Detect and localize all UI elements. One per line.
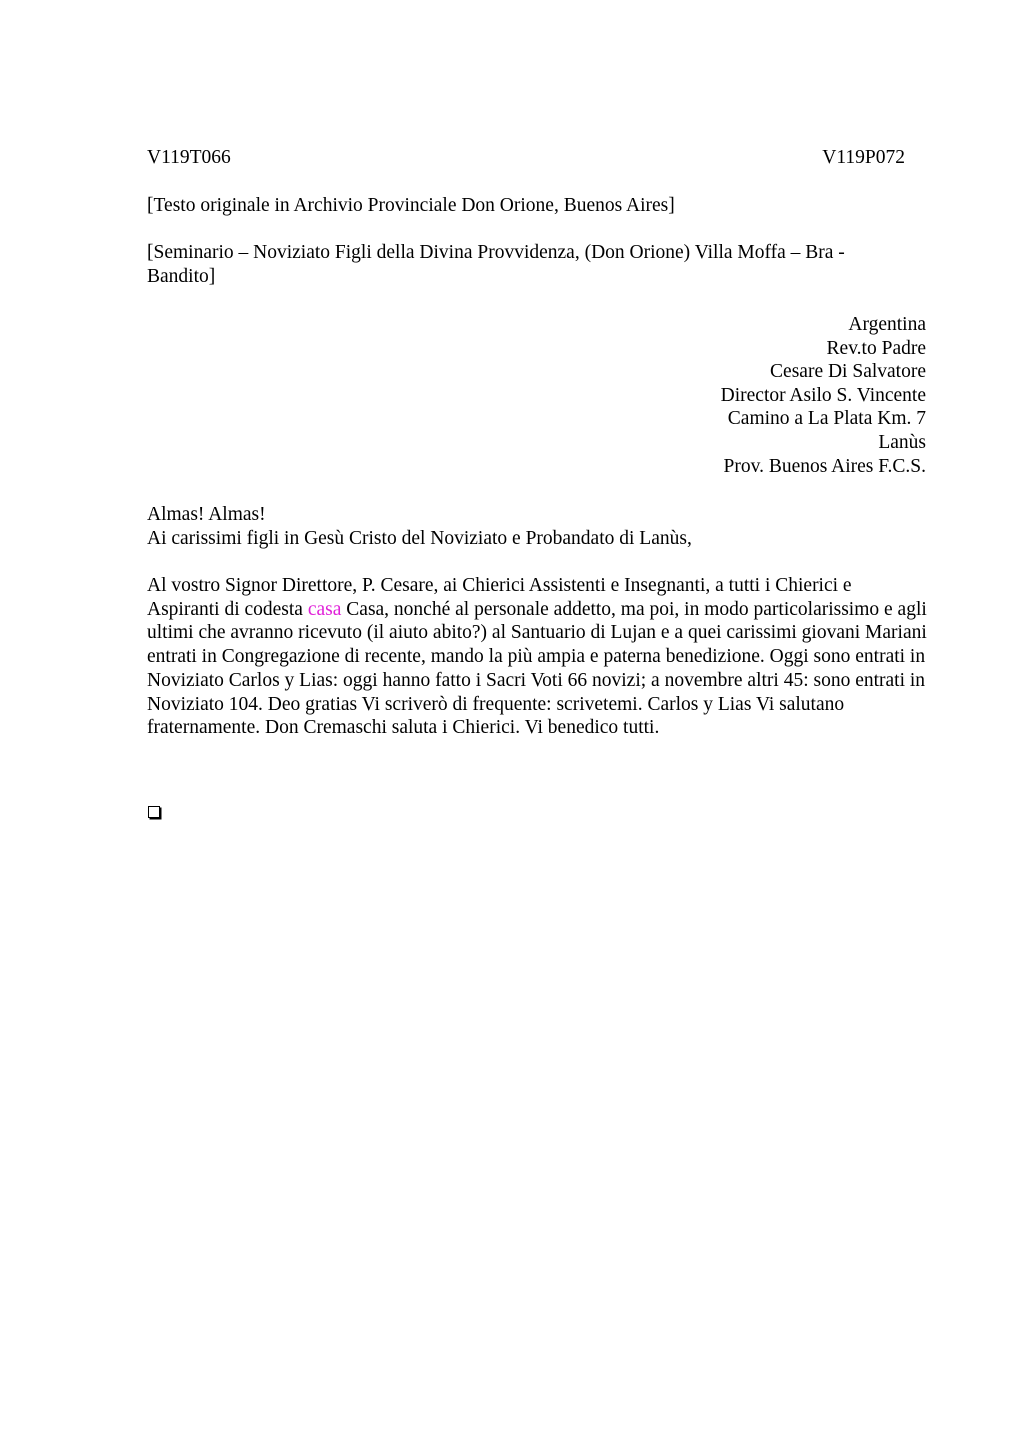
letter-body: [147, 574, 927, 740]
archive-note: [Testo originale in Archivio Provinciale Don Orione, Buenos Aires]: [147, 195, 675, 216]
letter-body-rest: Casa, nonché al personale addetto, ma poi, in modo particolarissimo e agli ultimi che avranno ricevuto (il aiuto abito?) al Santuario di Lujan e a quei carissimi giovani Mariani entrati in Congregazione di recente, mando la più ampia e paterna benedizione. Oggi sono entrati in Noviziato Carlos y Lias: oggi hanno fatto i Sacri Voti 66 novizi; a novembre altri 45: sono entrati in Noviziato 104. Deo gratias Vi scriverò di frequente: scrivetemi. Carlos y Lias Vi salutano fraternamente. Don Cremaschi saluta i Chierici. Vi benedico tutti.: [147, 598, 927, 739]
address-title: Rev.to Padre: [826, 337, 926, 359]
highlighted-word: casa: [307, 598, 342, 620]
address-country: Argentina: [848, 314, 926, 335]
address-province: Prov. Buenos Aires F.C.S.: [723, 455, 926, 477]
salutation-greeting: Ai carissimi figli in Gesù Cristo del Noviziato e Probandato di Lanùs,: [147, 527, 692, 549]
address-recipient: Cesare Di Salvatore: [770, 361, 926, 383]
address-block: [721, 313, 926, 478]
address-city: Lanùs: [878, 431, 926, 453]
checkbox-glyph: [148, 806, 160, 818]
address-street: Camino a La Plata Km. 7: [727, 408, 926, 430]
left-document-code: V119T066: [147, 147, 231, 168]
letter-body-start: Al vostro Signor Direttore, P. Cesare, ai Chierici Assistenti e Insegnanti, a tutti i Chierici e Aspiranti di codesta: [147, 575, 852, 620]
salutation-exclamation: Almas! Almas!: [147, 504, 266, 525]
right-document-code: V119P072: [822, 147, 905, 168]
document-codes: [147, 146, 905, 170]
seminary-note: [Seminario – Noviziato Figli della Divina Provvidenza, (Don Orione) Villa Moffa – Bra - Bandito]: [147, 242, 845, 287]
salutation: [147, 503, 927, 550]
address-institution: Director Asilo S. Vincente: [720, 384, 926, 406]
